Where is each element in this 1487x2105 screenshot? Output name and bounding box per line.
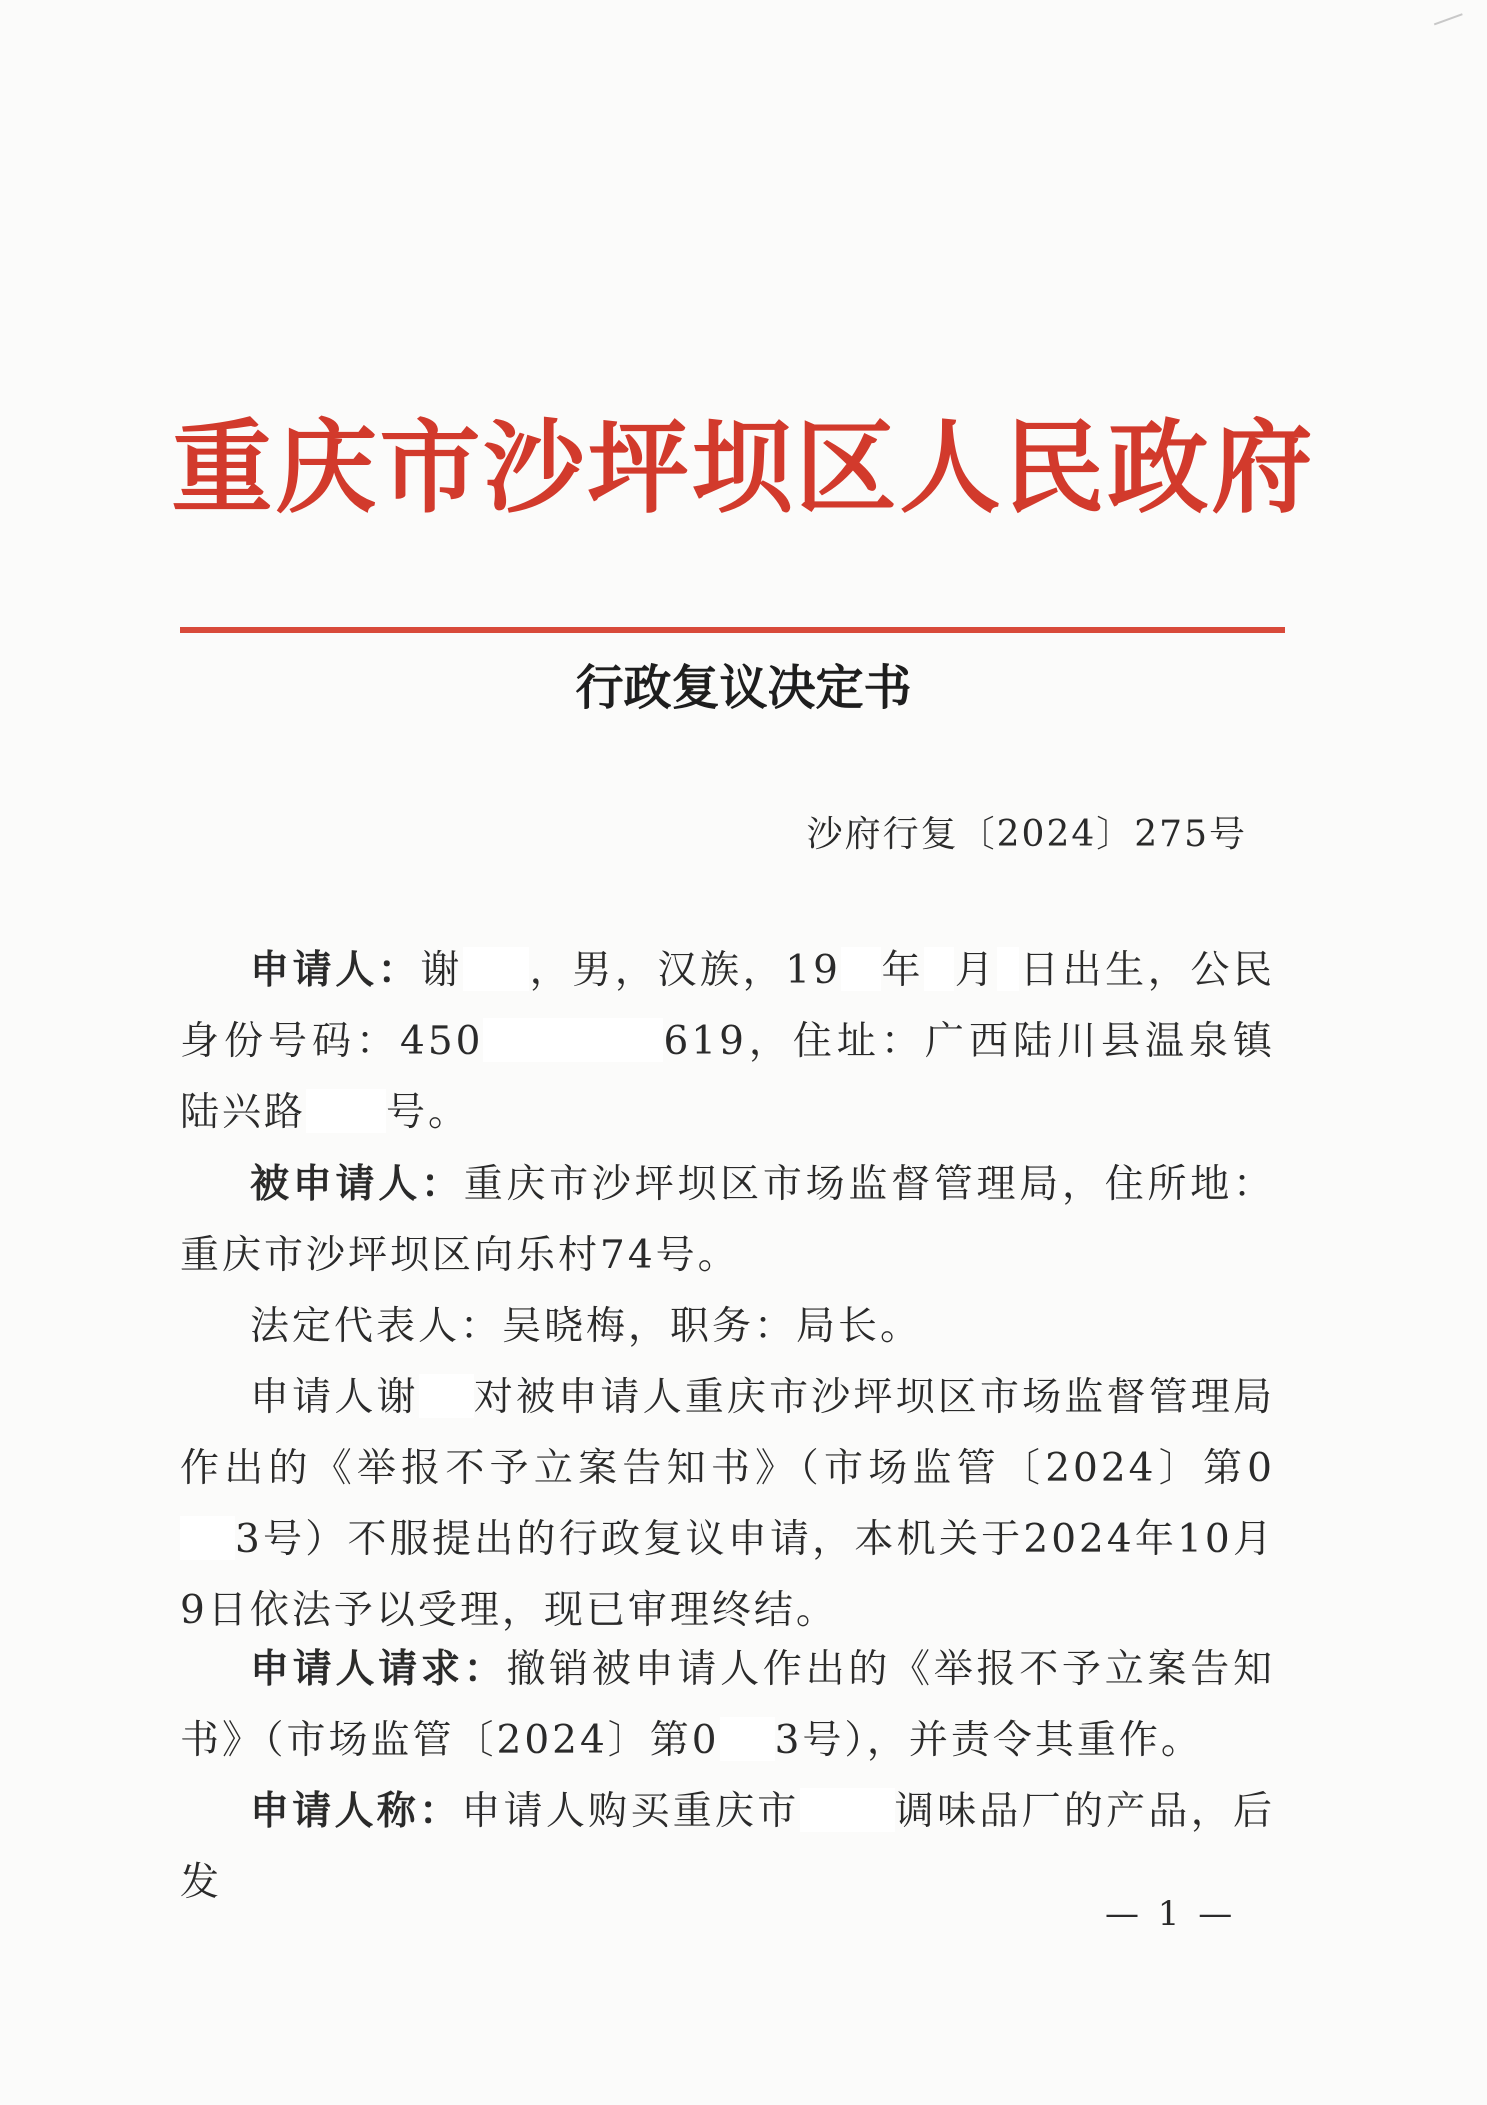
issuing-authority-title: 重庆市沙坪坝区人民政府	[171, 408, 1316, 527]
redaction-block	[800, 1788, 895, 1832]
applicant-text-6: 619，住址：广西陆川县温泉镇陆兴路	[180, 1019, 1275, 1135]
document-title: 行政复议决定书	[575, 660, 912, 716]
applicant-text-1: 谢	[420, 948, 464, 993]
legal-representative-paragraph	[180, 1291, 1275, 1362]
applicant-text-3: 年	[880, 948, 925, 993]
applicant-text-7: 号。	[386, 1090, 471, 1135]
applicant-request-paragraph	[180, 1634, 1275, 1776]
applicant-text-5: 日出生，公民身份号码：450	[180, 948, 1275, 1064]
case-intro-paragraph	[180, 1362, 1275, 1646]
request-label: 申请人请求：	[250, 1647, 507, 1692]
redaction-block	[419, 1374, 474, 1418]
redaction-block	[997, 947, 1019, 991]
respondent-paragraph	[180, 1149, 1275, 1291]
claim-text-1: 申请人购买重庆市	[461, 1789, 800, 1834]
request-text-1: 撤销被申请人作出的《举报不予立案告知书》（市场监管〔2024〕第0	[180, 1647, 1275, 1763]
claim-text-2: 调味品厂的产品，后发	[180, 1789, 1275, 1905]
page-number: — 1 —	[1105, 1894, 1237, 1934]
applicant-label: 申请人：	[250, 948, 421, 993]
redaction-block	[483, 1018, 663, 1062]
request-text-2: 3号），并责令其重作。	[774, 1718, 1203, 1763]
intro-text-2: 对被申请人重庆市沙坪坝区市场监督管理局作出的《举报不予立案告知书》（市场监管〔2024〕第0	[180, 1375, 1275, 1491]
legal-representative-text: 法定代表人：吴晓梅，职务：局长。	[250, 1304, 923, 1349]
intro-text-3: 3号）不服提出的行政复议申请，本机关于2024年10月9日依法予以受理，现已审理终结。	[180, 1517, 1275, 1633]
redaction-block	[306, 1089, 386, 1133]
claim-label: 申请人称：	[250, 1789, 462, 1834]
applicant-paragraph	[180, 935, 1275, 1148]
redaction-block	[720, 1717, 775, 1761]
scan-mark	[1434, 13, 1466, 35]
intro-text-1: 申请人谢	[250, 1375, 419, 1420]
redaction-block	[463, 947, 529, 991]
applicant-text-2: ，男，汉族，19	[529, 948, 841, 993]
redaction-block	[924, 947, 954, 991]
respondent-label: 被申请人：	[250, 1162, 464, 1207]
applicant-text-4: 月	[954, 948, 998, 993]
red-divider-line	[180, 627, 1285, 633]
respondent-text: 重庆市沙坪坝区市场监督管理局，住所地：重庆市沙坪坝区向乐村74号。	[180, 1162, 1275, 1278]
document-number: 沙府行复〔2024〕275号	[806, 814, 1247, 855]
redaction-block	[180, 1516, 235, 1560]
redaction-block	[841, 947, 881, 991]
